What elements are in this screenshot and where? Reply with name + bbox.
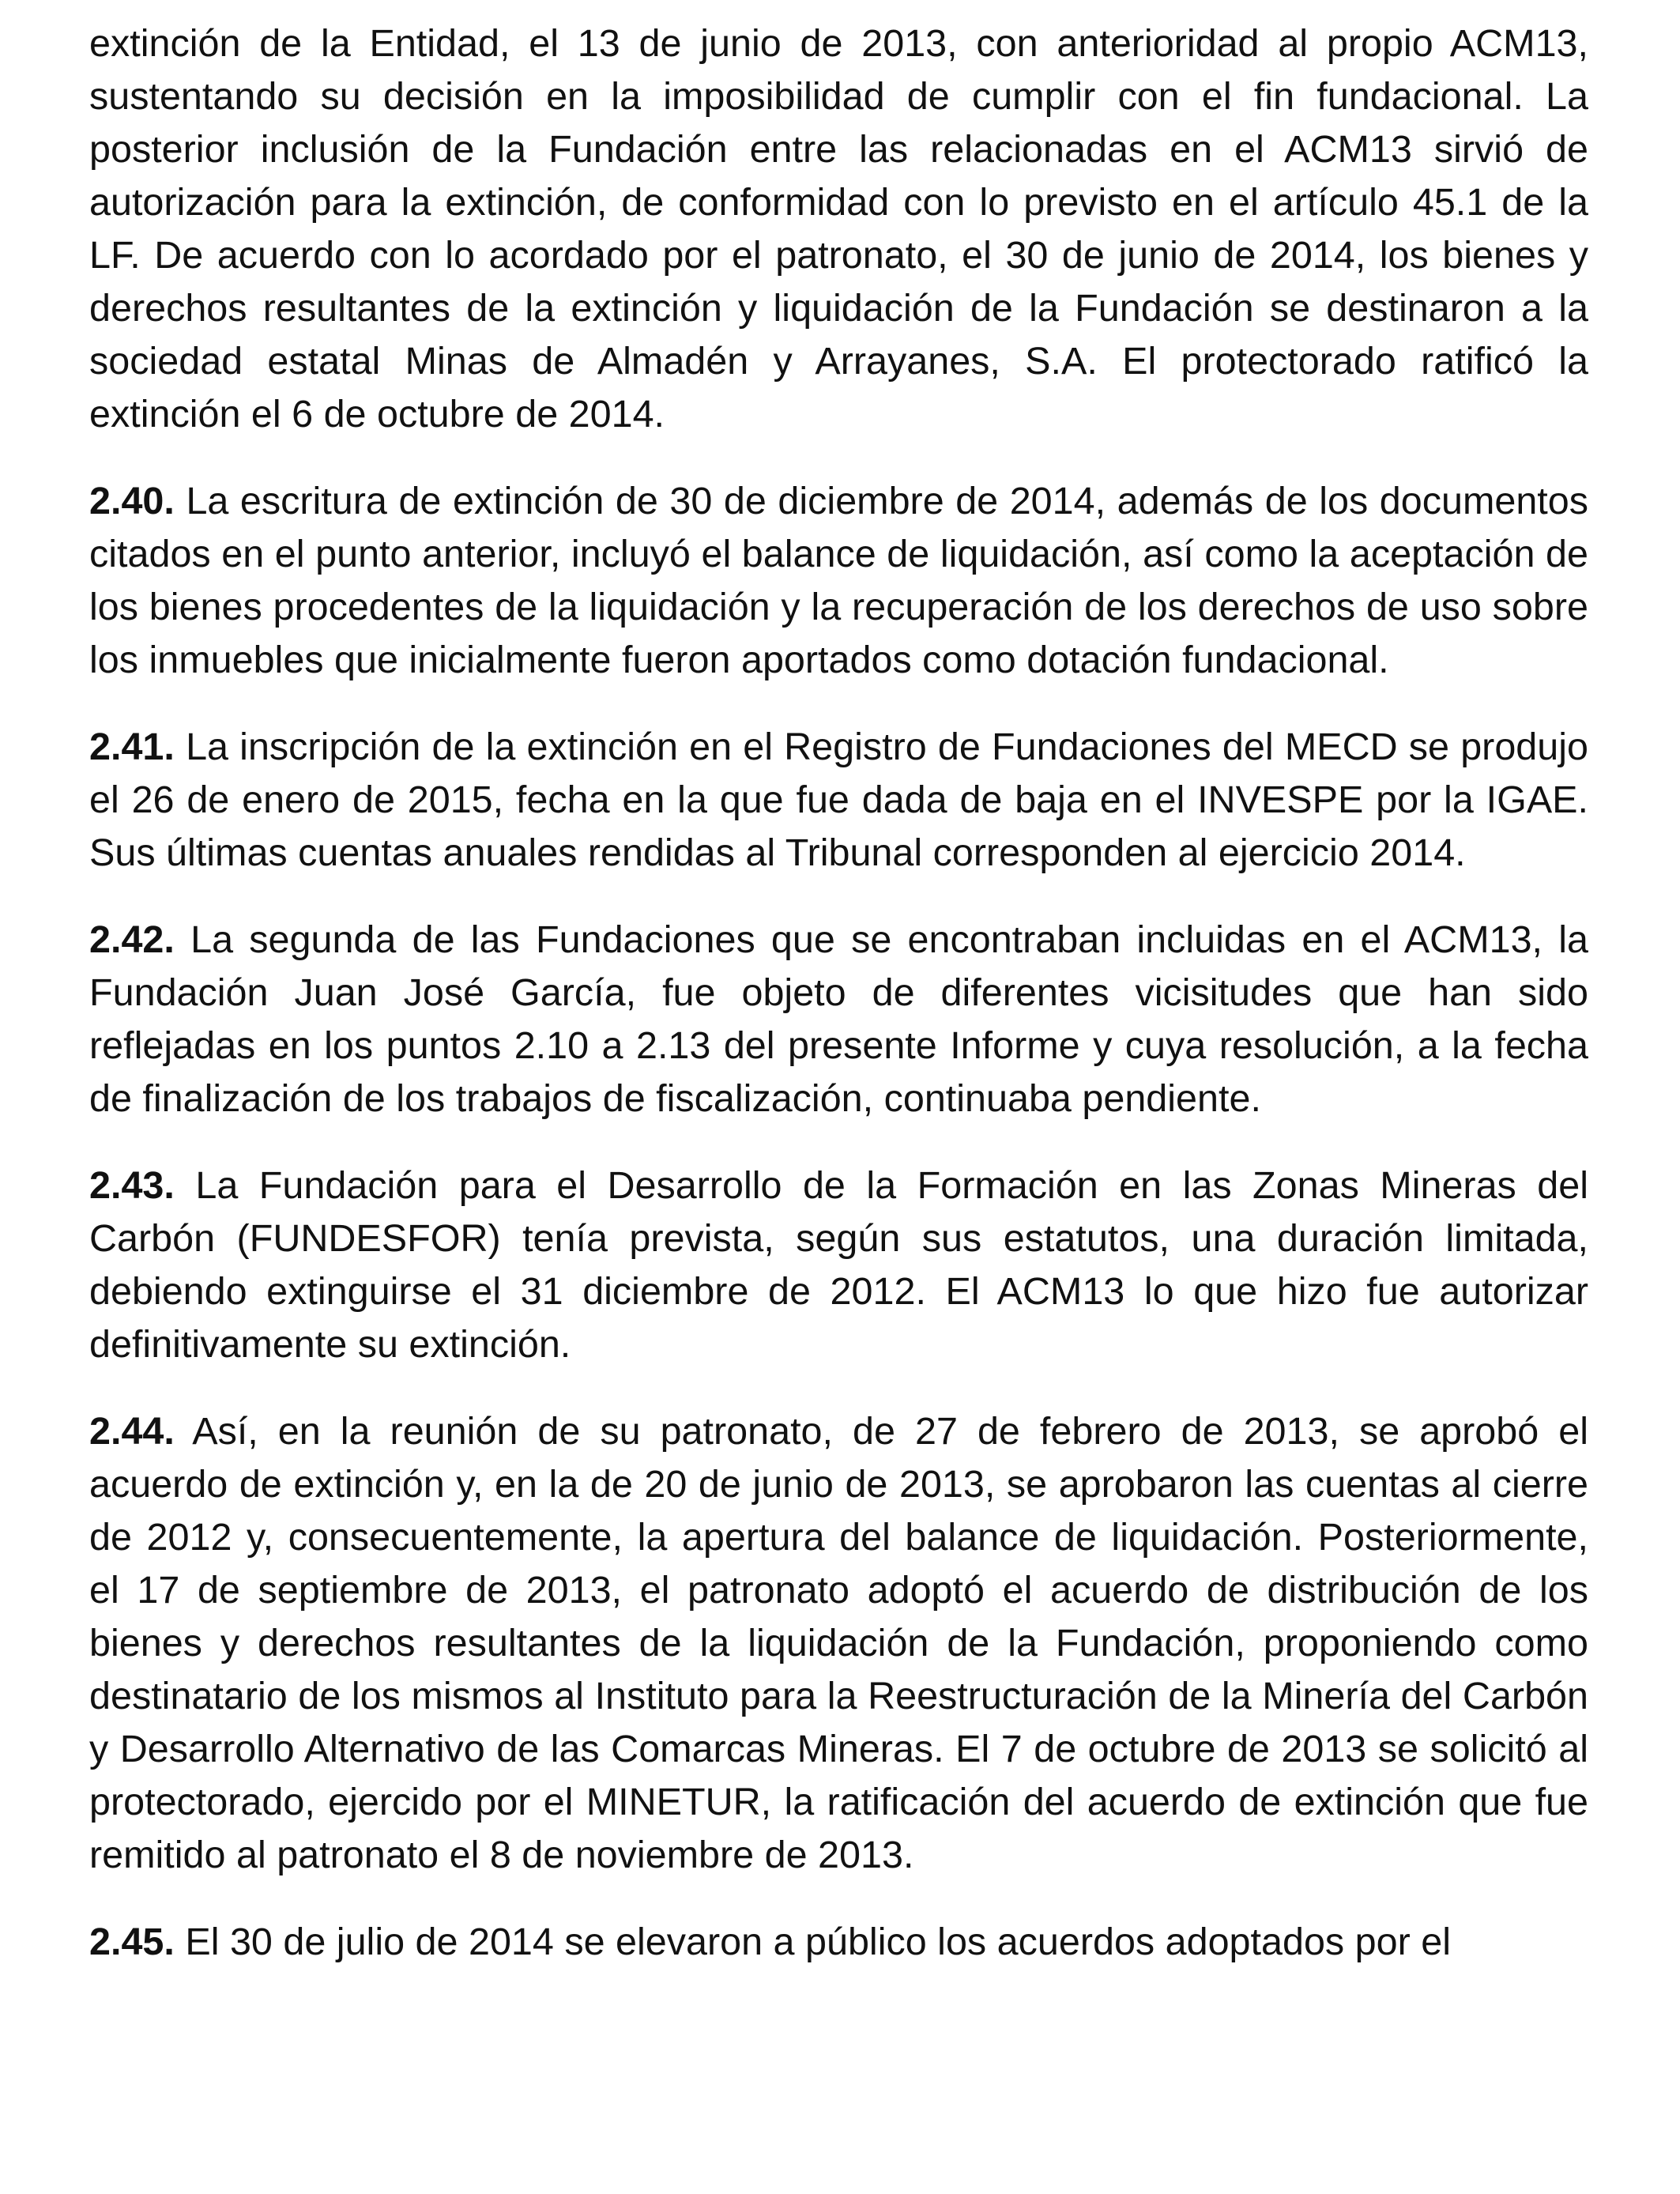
paragraph-number: 2.43.	[89, 1164, 175, 1207]
paragraph-text: La inscripción de la extinción en el Registro de Fundaciones del MECD se produjo el 26 de enero de 2015, fecha en la que fue dada de baja en el INVESPE por la IGAE. Sus últimas cuentas anuales rendidas al Tribunal corresponden al ejercicio 2014.	[89, 726, 1588, 874]
paragraph-number: 2.40.	[89, 480, 175, 522]
paragraph-number: 2.44.	[89, 1410, 175, 1453]
document-page	[89, 17, 1588, 1969]
paragraph-2-45	[89, 1916, 1588, 1969]
paragraph-number: 2.42.	[89, 918, 175, 961]
paragraph-text: extinción de la Entidad, el 13 de junio de 2013, con anterioridad al propio ACM13, sustentando su decisión en la imposibilidad de cumplir con el fin fundacional. La posterior inclusión de la Fundación entre las relacionadas en el ACM13 sirvió de autorización para la extinción, de conformidad con lo previsto en el artículo 45.1 de la LF. De acuerdo con lo acordado por el patronato, el 30 de junio de 2014, los bienes y derechos resultantes de la extinción y liquidación de la Fundación se destinaron a la sociedad estatal Minas de Almadén y Arrayanes, S.A. El protectorado ratificó la extinción el 6 de octubre de 2014.	[89, 22, 1588, 435]
paragraph-2-41	[89, 721, 1588, 880]
paragraph-2-40	[89, 475, 1588, 687]
paragraph-text: Así, en la reunión de su patronato, de 27 de febrero de 2013, se aprobó el acuerdo de extinción y, en la de 20 de junio de 2013, se aprobaron las cuentas al cierre de 2012 y, consecuentemente, la apertura del balance de liquidación. Posteriormente, el 17 de septiembre de 2013, el patronato adoptó el acuerdo de distribución de los bienes y derechos resultantes de la liquidación de la Fundación, proponiendo como destinatario de los mismos al Instituto para la Reestructuración de la Minería del Carbón y Desarrollo Alternativo de las Comarcas Mineras. El 7 de octubre de 2013 se solicitó al protectorado, ejercido por el MINETUR, la ratificación del acuerdo de extinción que fue remitido al patronato el 8 de noviembre de 2013.	[89, 1410, 1588, 1876]
paragraph-2-44	[89, 1405, 1588, 1882]
paragraph-continuation	[89, 17, 1588, 441]
paragraph-2-42	[89, 914, 1588, 1125]
paragraph-number: 2.41.	[89, 726, 175, 768]
paragraph-number: 2.45.	[89, 1921, 175, 1963]
paragraph-2-43	[89, 1159, 1588, 1371]
paragraph-text: La escritura de extinción de 30 de diciembre de 2014, además de los documentos citados en el punto anterior, incluyó el balance de liquidación, así como la aceptación de los bienes procedentes de la liquidación y la recuperación de los derechos de uso sobre los inmuebles que inicialmente fueron aportados como dotación fundacional.	[89, 480, 1588, 681]
paragraph-text: La Fundación para el Desarrollo de la Formación en las Zonas Mineras del Carbón (FUNDESFOR) tenía prevista, según sus estatutos, una duración limitada, debiendo extinguirse el 31 diciembre de 2012. El ACM13 lo que hizo fue autorizar definitivamente su extinción.	[89, 1164, 1588, 1366]
paragraph-text: La segunda de las Fundaciones que se encontraban incluidas en el ACM13, la Fundación Juan José García, fue objeto de diferentes vicisitudes que han sido reflejadas en los puntos 2.10 a 2.13 del presente Informe y cuya resolución, a la fecha de finalización de los trabajos de fiscalización, continuaba pendiente.	[89, 918, 1588, 1120]
paragraph-text: El 30 de julio de 2014 se elevaron a público los acuerdos adoptados por el	[185, 1921, 1451, 1963]
